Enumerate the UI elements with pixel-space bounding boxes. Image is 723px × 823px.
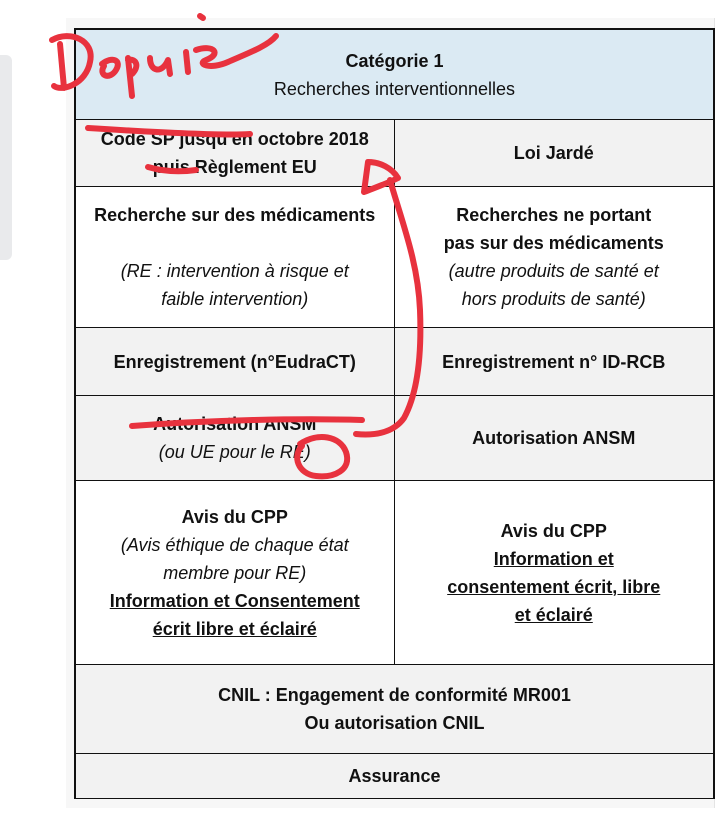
- law-left-cell: [76, 120, 395, 186]
- authorization-left-note: (ou UE pour le RE): [158, 442, 311, 462]
- cpp-row: [76, 480, 713, 664]
- category-header-cell: [76, 30, 713, 119]
- law-row: [76, 119, 713, 186]
- cnil-cell: [76, 665, 713, 753]
- authorization-right-text: Autorisation ANSM: [472, 428, 636, 448]
- research-type-left-title: Recherche sur des médicaments: [94, 205, 376, 225]
- insurance-cell: [76, 754, 713, 798]
- cpp-left-consent-2: écrit libre et éclairé: [152, 618, 317, 639]
- research-type-left-note-1: (RE : intervention à risque et: [120, 261, 349, 281]
- cpp-right-title: Avis du CPP: [500, 520, 607, 541]
- cpp-left-note-1: (Avis éthique de chaque état: [120, 534, 349, 555]
- cpp-left-title: Avis du CPP: [181, 506, 288, 527]
- cpp-right-consent-2: consentement écrit, libre: [447, 576, 661, 597]
- category-subtitle: Recherches interventionnelles: [273, 78, 516, 99]
- cpp-right-cell: [395, 481, 714, 664]
- cpp-left-note-2: membre pour RE): [163, 562, 307, 583]
- side-panel-tab[interactable]: [0, 55, 12, 260]
- research-type-left-cell: [76, 187, 395, 327]
- research-type-left-note-2: faible intervention): [161, 289, 309, 309]
- research-type-right-note-2: hors produits de santé): [461, 289, 646, 309]
- insurance-row: [76, 753, 713, 798]
- cpp-left-consent-1: Information et Consentement: [109, 590, 360, 611]
- research-categories-table: [74, 28, 715, 799]
- authorization-row: [76, 395, 713, 480]
- cpp-right-consent-1: Information et: [493, 548, 614, 569]
- registration-right-text: Enregistrement n° ID-RCB: [442, 351, 666, 372]
- authorization-right-cell: [395, 396, 714, 480]
- authorization-left-cell: [76, 396, 395, 480]
- cpp-right-consent-3: et éclairé: [514, 604, 593, 625]
- cnil-line1: CNIL : Engagement de conformité MR001: [218, 685, 571, 705]
- research-type-right-cell: [395, 187, 714, 327]
- law-right-cell: [395, 120, 714, 186]
- research-type-right-note-1: (autre produits de santé et: [448, 261, 659, 281]
- law-right-text: Loi Jardé: [513, 143, 594, 163]
- registration-right-cell: [395, 328, 714, 395]
- law-left-line2: puis Règlement EU: [152, 157, 317, 177]
- law-left-line1: Code SP jusqu'en octobre 2018: [100, 129, 369, 149]
- research-type-right-line2: pas sur des médicaments: [443, 233, 664, 253]
- cnil-line2: Ou autorisation CNIL: [304, 713, 485, 733]
- registration-left-text: Enregistrement (n°EudraCT): [113, 351, 356, 372]
- registration-left-cell: [76, 328, 395, 395]
- table-header-row: [76, 30, 713, 119]
- cpp-left-cell: [76, 481, 395, 664]
- insurance-label: Assurance: [348, 766, 441, 786]
- cnil-row: [76, 664, 713, 753]
- research-type-row: [76, 186, 713, 327]
- research-type-right-line1: Recherches ne portant: [456, 205, 652, 225]
- authorization-left-title: Autorisation ANSM: [153, 414, 317, 434]
- category-title: Catégorie 1: [345, 50, 444, 71]
- registration-row: [76, 327, 713, 395]
